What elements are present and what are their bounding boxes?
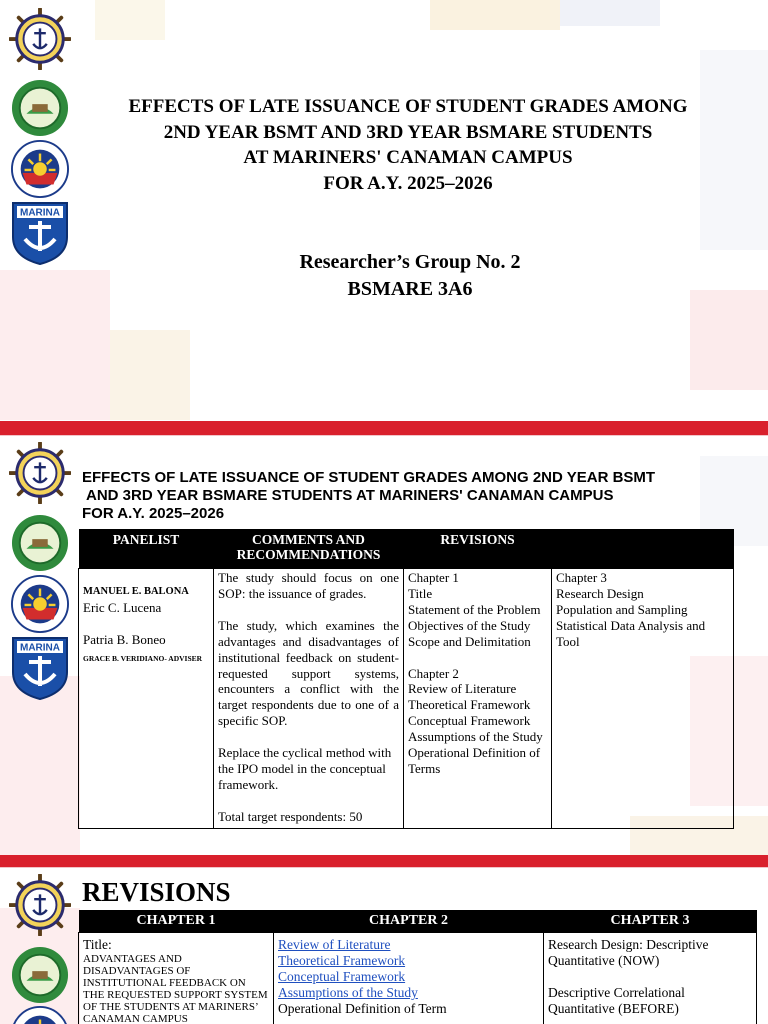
table-header-row (79, 910, 757, 933)
mariners-wheel-logo-icon (9, 874, 71, 936)
header-chapter-3: CHAPTER 3 (544, 910, 757, 933)
link-assumptions-of-the-study[interactable]: Assumptions of the Study (278, 985, 418, 1000)
header-panelist: PANELIST (79, 529, 214, 569)
panelist-slide-title (82, 469, 742, 523)
ched-seal-logo-icon (11, 140, 69, 198)
decor-square (110, 330, 190, 420)
header-blank (552, 529, 734, 569)
revision-item: Theoretical Framework (408, 697, 531, 713)
revision-item: Operational Definition of Terms (408, 745, 541, 776)
marina-logo-text: MARINA (20, 642, 60, 654)
slide-divider (0, 421, 768, 435)
research-design-now: Research Design: Descriptive Quantitative (NOW) (548, 937, 709, 968)
revision-item: Chapter 1 (408, 570, 459, 585)
chapter-2-cell (274, 933, 544, 1024)
comment-text: The study should focus on one SOP: the issuance of grades. (218, 570, 399, 601)
revision-item: Title (408, 585, 433, 601)
group-name: Researcher’s Group No. 2 (299, 251, 521, 273)
research-design-before: Descriptive Correlational Quantitative (BEFORE) (548, 985, 685, 1016)
marina-logo-icon (11, 636, 69, 700)
green-seal-logo-icon (11, 79, 69, 137)
adviser-name: GRACE B. VERIDIANO- ADVISER (83, 653, 203, 663)
revision-item: Research Design (556, 585, 644, 601)
mariners-wheel-logo-icon (9, 8, 71, 70)
revisions-cell (404, 569, 552, 829)
decor-square (0, 676, 80, 856)
revisions-slide (0, 868, 768, 1024)
revision-item: Chapter 2 (408, 665, 459, 681)
marina-logo-icon (11, 201, 69, 265)
cover-slide (0, 0, 768, 420)
decor-square (690, 290, 768, 390)
header-revisions: REVISIONS (404, 529, 552, 569)
title-label: Title: (83, 937, 112, 952)
header-chapter-2: CHAPTER 2 (274, 910, 544, 933)
panelist-name: Eric C. Lucena (83, 599, 162, 615)
table-row (79, 933, 757, 1024)
chapter-1-cell (79, 933, 274, 1024)
chapter-3-cell (544, 933, 757, 1024)
comments-cell (214, 569, 404, 829)
table-row (79, 569, 734, 829)
title-line: EFFECTS OF LATE ISSUANCE OF STUDENT GRADES AMONG 2ND YEAR BSMT (82, 469, 656, 486)
panelist-cell (79, 569, 214, 829)
cover-title-line: EFFECTS OF LATE ISSUANCE OF STUDENT GRADES AMONG (128, 96, 688, 117)
ched-seal-logo-icon (11, 1006, 69, 1024)
revisions-table (78, 910, 757, 1024)
revised-title: ADVANTAGES AND DISADVANTAGES OF INSTITUTIONAL FEEDBACK ON THE REQUESTED SUPPORT SYSTEM OF THE STUDENTS AT MARINERS’ CANAMAN CAMPUS (83, 953, 268, 1024)
comment-text: The study, which examines the advantages and disadvantages of institutional feedback on student-requested support systems, encounters a conflict with the target respondents due to one of a specific SOP. (218, 617, 399, 729)
revision-item: Statement of the Problem (408, 601, 541, 617)
mariners-wheel-logo-icon (9, 442, 71, 504)
cover-title-line: FOR A.Y. 2025–2026 (323, 172, 493, 194)
slide-divider (0, 855, 768, 867)
panelist-name: Patria B. Boneo (83, 631, 166, 647)
green-seal-logo-icon (11, 514, 69, 572)
panelist-slide (0, 436, 768, 856)
ched-seal-logo-icon (11, 575, 69, 633)
title-line: AND 3RD YEAR BSMARE STUDENTS AT MARINERS' CANAMAN CAMPUS (86, 487, 614, 504)
comment-text: Total target respondents: 50 (218, 808, 363, 824)
marina-logo-text: MARINA (20, 207, 60, 219)
title-line: FOR A.Y. 2025–2026 (82, 505, 225, 522)
green-seal-logo-icon (11, 946, 69, 1004)
cover-title-line: AT MARINERS' CANAMAN CAMPUS (243, 147, 573, 168)
revision-item: Assumptions of the Study (408, 729, 543, 745)
link-review-of-literature[interactable]: Review of Literature (278, 937, 391, 952)
table-header-row (79, 529, 734, 569)
revision-item: Review of Literature (408, 681, 517, 697)
revisions-cell-2 (552, 569, 734, 829)
header-comments: COMMENTS AND RECOMMENDATIONS (214, 529, 404, 569)
revision-item: Scope and Delimitation (408, 633, 531, 649)
decor-square (95, 0, 165, 40)
revisions-heading: REVISIONS (82, 877, 231, 907)
revision-item: Population and Sampling (556, 601, 688, 617)
panelist-name: MANUEL E. BALONA (83, 586, 189, 597)
revision-item: Objectives of the Study (408, 617, 531, 633)
revision-item: Chapter 3 (556, 570, 607, 585)
revision-item: Statistical Data Analysis and Tool (556, 617, 706, 649)
panelist-table (78, 529, 734, 829)
header-chapter-1: CHAPTER 1 (79, 910, 274, 933)
decor-square (560, 0, 660, 26)
link-conceptual-framework[interactable]: Conceptual Framework (278, 969, 406, 984)
section-name: BSMARE 3A6 (347, 278, 473, 300)
cover-title (80, 94, 736, 196)
researcher-group (80, 249, 740, 303)
cover-title-line: 2ND YEAR BSMT AND 3RD YEAR BSMARE STUDENTS (163, 121, 653, 143)
operational-definition: Operational Definition of Term (278, 1001, 447, 1016)
revision-item: Conceptual Framework (408, 713, 531, 729)
decor-square (430, 0, 560, 30)
comment-text: Replace the cyclical method with the IPO model in the conceptual framework. (218, 745, 392, 792)
link-theoretical-framework[interactable]: Theoretical Framework (278, 953, 406, 968)
